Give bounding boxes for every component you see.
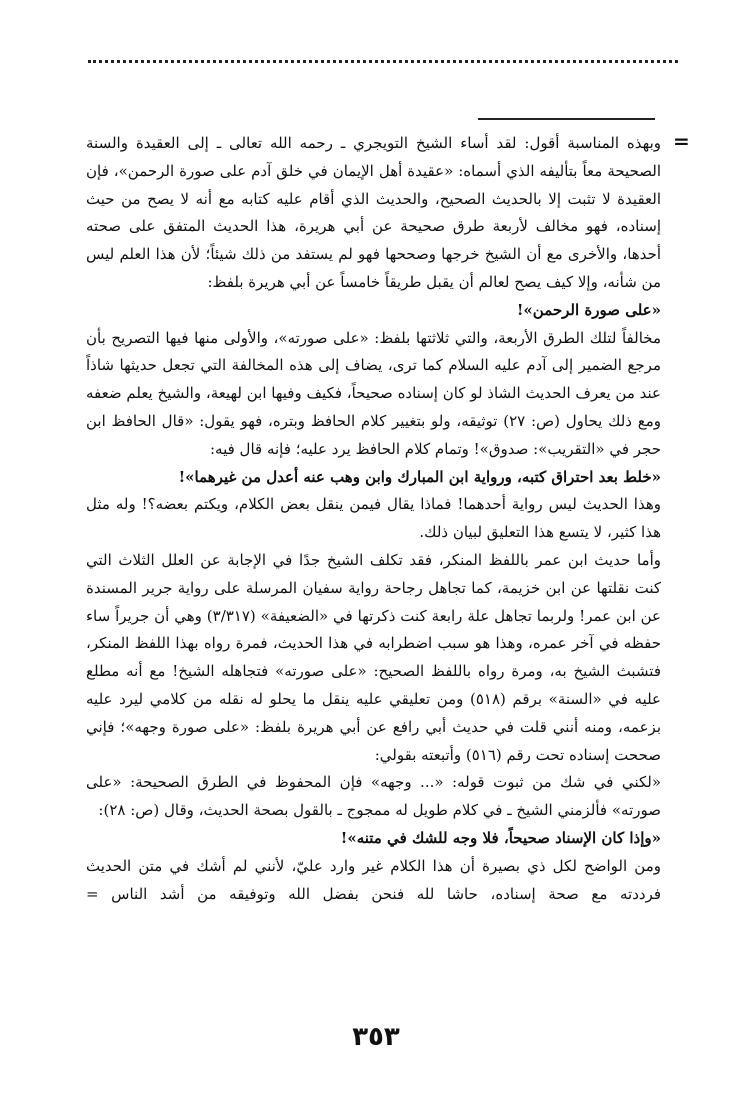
continuation-mark: = [673, 129, 690, 153]
paragraph: ومن الواضح لكل ذي بصيرة أن هذا الكلام غير وارد عليّ، لأنني لم أشك في متن الحديث فرددته مع صحة إسناده، حاشا لله فنحن بفضل الله وتوفيقه من أشد الناس = [86, 856, 661, 903]
footnote-body [86, 130, 661, 908]
paragraph: وبهذه المناسبة أقول: لقد أساء الشيخ التويجري ـ رحمه الله تعالى ـ إلى العقيدة والسنة الصحيحة معاً بتأليفه الذي أسماه: «عقيدة أهل الإيمان في خلق آدم على صورة الرحمن»، فإن العقيدة لا تثبت إلا بالحديث الصحيح، والحديث الذي أقام عليه كتابه مع أنه لا يصح من حيث إسناده، فهو مخالف لأربعة طرق صحيحة عن أبي هريرة، هذا الحديث المتفق على صحته أحدها، والأخرى مع أن الشيخ خرجها وصححها فهو لم يستفد من ذلك شيئاً؛ لأن هذا العلم ليس من شأنه، وإلا كيف يصح لعالم أن يقبل طريقاً خامساً عن أبي هريرة بلفظ: [86, 134, 661, 291]
paragraph: وأما حديث ابن عمر باللفظ المنكر، فقد تكلف الشيخ جدًا في الإجابة عن العلل الثلاث التي كنت نقلتها عن ابن خزيمة، كما تجاهل رجاحة رواية سفيان المرسلة على رواية جرير المسندة عن ابن عمر! ولربما تجاهل علة رابعة كنت ذكرتها في «الضعيفة» (٣/٣١٧) وهي أن جريراً ساء حفظه في آخر عمره، وهذا هو سبب اضطرابه في هذا الحديث، فمرة رواه بهذا اللفظ المنكر، فتشبث الشيخ به، ومرة رواه باللفظ الصحيح: «على صورته» فتجاهله الشيخ! مع أنه مطلع عليه في «السنة» برقم (٥١٨) ومن تعليقي عليه ينقل ما يحلو له نقله من كلامي ليرد عليه بزعمه، ومنه أنني قلت في حديث أبي رافع عن أبي هريرة بلفظ: «على صورة وجهه»؛ فإني صححت إسناده تحت رقم (٥١٦) وأتبعته بقولي: [86, 550, 662, 764]
paragraph: وهذا الحديث ليس رواية أحدهما! فماذا يقال فيمن ينقل بعض الكلام، ويكتم بعضه؟! وله مثل هذا كثير، لا يتسع هذا التعليق لبيان ذلك. [86, 495, 662, 542]
quote-line: «على صورة الرحمن»! [516, 300, 661, 319]
paragraph: مخالفاً لتلك الطرق الأربعة، والتي ثلاثتها بلفظ: «على صورته»، والأولى منها فيها التصريح بأن مرجع الضمير إلى آدم عليه السلام كما ترى، يضاف إلى هذه المخالفة التي تجعل حديثها شاذاً عند من يعرف الحديث الشاذ لو كان إسناده صحيحاً، فكيف وفيها ابن لهيعة، والشيخ يعلم ضعفه ومع ذلك يحاول (ص: ٢٧) توثيقه، ولو بتغيير كلام الحافظ وبتره، فهو يقول: «قال الحافظ ابن حجر في «التقريب»: صدوق»! وتمام كلام الحافظ يرد عليه؛ فإنه قال فيه: [86, 328, 661, 458]
top-dotted-rule [88, 60, 678, 63]
paragraph: «لكني في شك من ثبوت قوله: «... وجهه» فإن المحفوظ في الطرق الصحيحة: «على صورته» فألزمني الشيخ ـ في كلام طويل له ممجوج ـ بالقول بصحة الحديث، وقال (ص: ٢٨): [86, 773, 661, 820]
page-number: ٣٥٣ [352, 1022, 400, 1052]
quote-line: «وإذا كان الإسناد صحيحاً، فلا وجه للشك في متنه»! [340, 828, 661, 847]
quote-line: «خلط بعد احتراق كتبه، ورواية ابن المبارك وابن وهب عنه أعدل من غيرهما»! [178, 467, 661, 486]
footnote-separator [478, 118, 655, 120]
